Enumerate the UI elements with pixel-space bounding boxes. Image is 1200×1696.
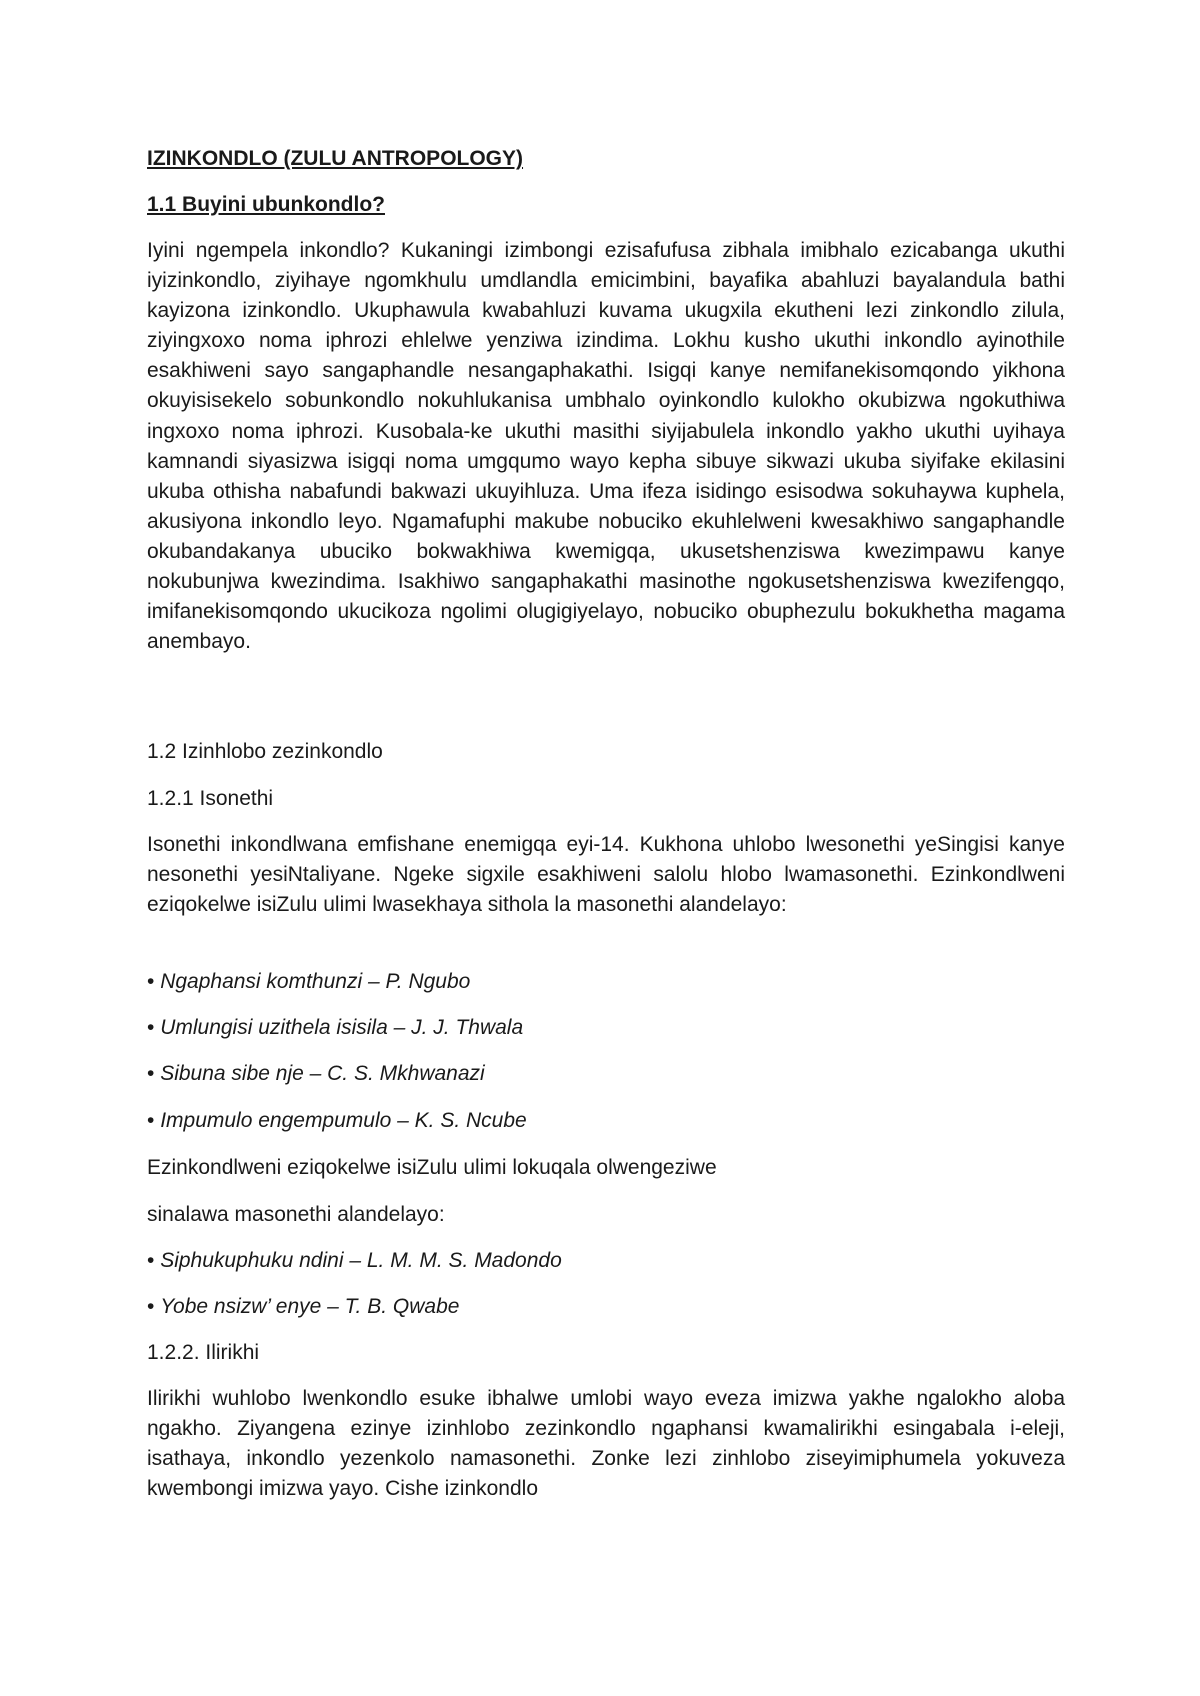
document-title: IZINKONDLO (ZULU ANTROPOLOGY) <box>147 147 524 170</box>
sonnet-title: Impumulo engempumulo – K. S. Ncube <box>160 1109 527 1132</box>
list-item <box>147 1295 459 1319</box>
sonnet-title: Yobe nsizw’ enye – T. B. Qwabe <box>160 1295 460 1318</box>
section-heading-1-2: 1.2 Izinhlobo zezinkondlo <box>147 740 383 763</box>
section-heading-1-2-1: 1.2.1 Isonethi <box>147 787 274 810</box>
paragraph-1-2-1: Isonethi inkondlwana emfishane enemigqa eyi-14. Kukhona uhlobo lwesonethi yeSingisi kanye nesonethi yesiNtaliyane. Ngeke sigxile esakhiweni salolu hlobo lwamasonethi. Ezinkondlweni eziqokelwe isiZulu ulimi lwasekhaya sithola la masonethi alandelayo: <box>147 833 1065 917</box>
list-item <box>147 1249 562 1273</box>
sonnet-title: Umlungisi uzithela isisila – J. J. Thwala <box>160 1016 524 1039</box>
sonnet-title: Ngaphansi komthunzi – P. Ngubo <box>160 970 471 993</box>
section-heading-1-1: 1.1 Buyini ubunkondlo? <box>147 193 385 216</box>
sonnet-title: Sibuna sibe nje – C. S. Mkhwanazi <box>160 1062 485 1085</box>
bullet-symbol: • <box>147 1062 161 1085</box>
list-item <box>147 970 470 994</box>
list-item <box>147 1062 485 1086</box>
section-heading-1-2-2: 1.2.2. Ilirikhi <box>147 1341 260 1364</box>
paragraph-1-2-2: Ilirikhi wuhlobo lwenkondlo esuke ibhalwe umlobi wayo eveza imizwa yakhe ngalokho aloba ngakho. Ziyangena ezinye izinhlobo zezinkondlo ngaphansi kwamalirikhi esingabala i-eleji, isathaya, inkondlo yezenkolo namasonethi. Zonke lezi zinhlobo ziseyimiphumela yokuveza kwembongi imizwa yayo. Cishe izinkondlo <box>147 1387 1065 1501</box>
sonnet-title: Siphukuphuku ndini – L. M. M. S. Madondo <box>160 1249 562 1272</box>
sonnets-intro-line-2: sinalawa masonethi alandelayo: <box>147 1203 445 1226</box>
list-item <box>147 1109 527 1133</box>
bullet-symbol: • <box>147 1249 161 1272</box>
bullet-symbol: • <box>147 1295 161 1318</box>
paragraph-1-1: Iyini ngempela inkondlo? Kukaningi izimbongi ezisafufusa zibhala imibhalo ezicabanga ukuthi iyizinkondlo, ziyihaye ngomkhulu umdlandla emicimbini, bayafika abahluzi bayalandula bathi kayizona izinkondlo. Ukuphawula kwabahluzi kuvama ukugxila ekutheni lezi zinkondlo zilula, ziyingxoxo noma iphrozi ehlelwe yenziwa izindima. Lokhu kusho ukuthi inkondlo ayinothile esakhiweni sayo sangaphandle nesangaphakathi. Isigqi kanye nemifanekisomqondo yikhona okuyisisekelo sobunkondlo nokuhlukanisa umbhalo oyinkondlo kulokho okubizwa ngokuthiwa ingxoxo noma iphrozi. Kusobala-ke ukuthi masithi siyijabulela inkondlo yakho ukuthi uyihaya kamnandi siyasizwa isigqi noma umgqumo wayo kepha sibuye sikwazi ukuba siyifake ekilasini ukuba othisha nabafundi bakwazi ukuyihluza. Uma ifeza isidingo esisodwa sokuhaywa kuphela, akusiyona inkondlo leyo. Ngamafuphi makube nobuciko ekuhlelweni kwesakhiwo sangaphandle okubandakanya ubuciko bokwakhiwa kwemigqa, ukusetshenziswa kwezimpawu kanye nokubunjwa kwezindima. Isakhiwo sangaphakathi masinothe ngokusetshenziswa kwezifengqo, imifanekisomqondo ukucikoza ngolimi olugigiyelayo, nobuciko obuphezulu bokukhetha magama anembayo. <box>147 239 1065 654</box>
bullet-symbol: • <box>147 1109 161 1132</box>
bullet-symbol: • <box>147 970 161 993</box>
list-item <box>147 1016 523 1040</box>
sonnets-intro-line-1: Ezinkondlweni eziqokelwe isiZulu ulimi lokuqala olwengeziwe <box>147 1156 717 1179</box>
bullet-symbol: • <box>147 1016 161 1039</box>
